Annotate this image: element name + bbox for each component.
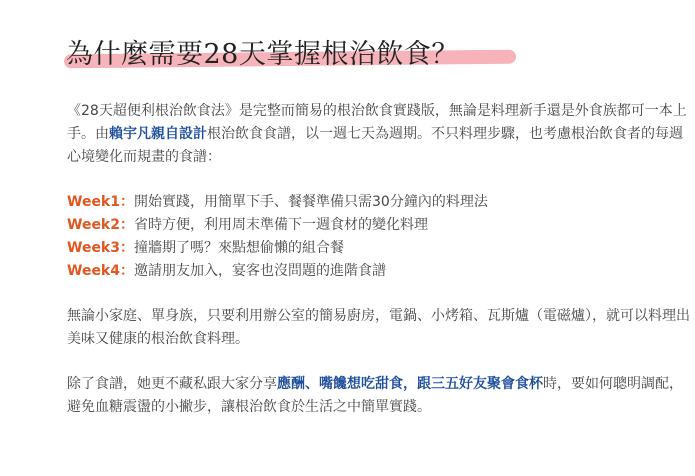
page-title: 為什麼需要28天掌握根治飲食？	[66, 39, 459, 70]
week-text: 省時方便，利用周末準備下一週食材的變化料理	[134, 217, 428, 233]
week-item	[67, 191, 693, 214]
intro-text-end: 根治飲食食譜，以一週七天為週期。不只料理步驟，也考慮根治飲食者的每週心境變化而規畫的食譜：	[67, 126, 683, 165]
week-label: Week1：	[67, 194, 134, 210]
spacer	[67, 169, 693, 191]
intro-paragraph	[67, 100, 693, 169]
kitchen-paragraph: 無論小家庭、單身族，只要利用辦公室的簡易廚房，電鍋、小烤箱、瓦斯爐（電磁爐），就可以料理出美味又健康的根治飲食料理。	[67, 308, 690, 347]
week-item	[67, 260, 693, 283]
intro-text-start: 《28天超便利根治飲食法》是完整而簡易的根治飲食實踐版，無論是料理新手還是外食族都可一本上手。由	[67, 103, 687, 142]
week-item	[67, 214, 693, 237]
tips-text-end: 時，要如何聰明調配，避免血糖震盪的小撇步，讓根治飲食於生活之中簡單實踐。	[67, 376, 683, 415]
week-item	[67, 237, 693, 260]
week-label: Week4：	[67, 263, 134, 279]
spacer	[67, 283, 693, 305]
social-highlight: 應酬、嘴饞想吃甜食，跟三五好友聚會食杯	[277, 376, 543, 392]
spacer	[67, 351, 693, 373]
week-label: Week2：	[67, 217, 134, 233]
title-block	[62, 30, 522, 74]
article-body	[67, 100, 693, 419]
week-text: 開始實踐，用簡單下手、餐餐準備只需30分鐘內的料理法	[134, 194, 488, 210]
week-text: 邀請朋友加入，宴客也沒問題的進階食譜	[134, 263, 386, 279]
week-list	[67, 191, 693, 283]
week-label: Week3：	[67, 240, 134, 256]
tips-text-start: 除了食譜，她更不藏私跟大家分享	[67, 376, 277, 392]
designer-highlight: 賴宇凡親自設計	[109, 126, 207, 142]
tips-paragraph	[67, 373, 693, 419]
week-text: 撞牆期了嗎？來點想偷懶的組合餐	[134, 240, 344, 256]
